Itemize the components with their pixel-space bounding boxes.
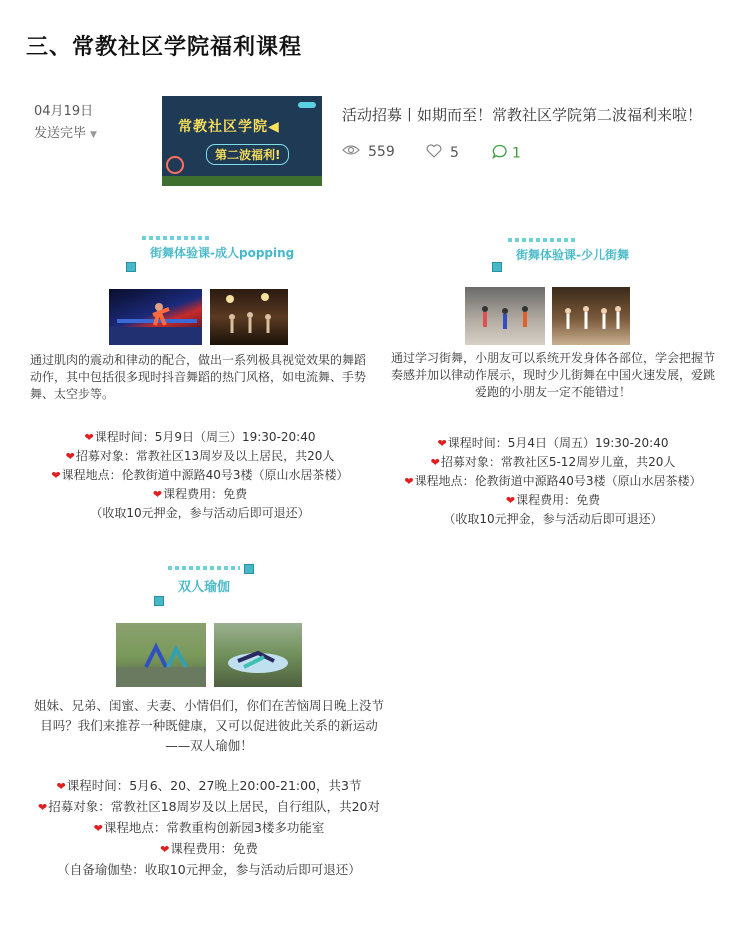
heart-icon: ❤ (65, 450, 75, 463)
course-time-text: 课程时间：5月6、20、27晚上20:00-21:00，共3节 (66, 778, 362, 793)
course-target-text: 招募对象：常教社区5-12周岁儿童，共20人 (440, 455, 676, 469)
heart-outline-icon (426, 144, 442, 162)
course-target-text: 招募对象：常教社区18周岁及以上居民，自行组队，共20对 (48, 799, 381, 814)
photo-popping-stage (109, 289, 202, 345)
course-description: 通过学习街舞，小朋友可以系统开发身体各部位，学会把握节奏感并加以律动作展示，现时少儿街舞在中国火速发展，爱跳爱跑的小朋友一定不能错过！ (390, 351, 715, 399)
heart-icon: ❤ (93, 822, 103, 835)
photo-kids-dance-2 (552, 287, 630, 345)
title-decoration-icon (126, 262, 136, 272)
course-target (28, 797, 390, 818)
course-details (30, 428, 370, 522)
course-location-text: 课程地点：伦教街道中源路40号3楼（原山水居茶楼） (414, 474, 702, 488)
course-target (388, 453, 718, 472)
course-note: （收取10元押金，参与活动后即可退还） (443, 512, 663, 526)
send-status-label: 发送完毕 (34, 126, 87, 141)
wave-decoration (508, 238, 578, 242)
course-time (28, 776, 390, 797)
send-status[interactable] (34, 122, 97, 141)
heart-icon: ❤ (84, 431, 94, 444)
course-details (388, 434, 718, 528)
course-time-text: 课程时间：5月9日（周三）19:30-20:40 (94, 430, 316, 444)
course-time-text: 课程时间：5月4日（周五）19:30-20:40 (447, 436, 669, 450)
article-thumbnail[interactable] (162, 96, 322, 186)
course-location (28, 818, 390, 839)
thumb-title: 常教社区学院◀ (178, 119, 280, 135)
wave-decoration (142, 236, 212, 240)
likes-stat (426, 144, 459, 162)
comments-count: 1 (512, 145, 521, 162)
article-date: 04月19日 (34, 104, 94, 119)
likes-count: 5 (450, 145, 459, 161)
course-fee-text: 课程费用：免费 (170, 841, 258, 856)
thumb-footer-bar (162, 176, 322, 186)
heart-icon: ❤ (404, 475, 414, 488)
title-decoration-icon (492, 262, 502, 272)
course-target (30, 447, 370, 466)
photo-kids-dance-1 (465, 287, 545, 345)
decoration-circle (166, 156, 184, 174)
course-location (388, 472, 718, 491)
views-count: 559 (368, 144, 395, 160)
heart-icon: ❤ (51, 469, 61, 482)
thumb-subtitle: 第二波福利! (206, 144, 289, 165)
course-description: 姐妹、兄弟、闺蜜、夫妻、小情侣们，你们在苦恼周日晚上没节目吗？我们来推荐一种既健康，又可以促进彼此关系的新运动——双人瑜伽！ (33, 698, 384, 753)
course-fee (28, 839, 390, 860)
heart-icon: ❤ (437, 437, 447, 450)
course-title: 街舞体验课-少儿街舞 (516, 248, 629, 262)
course-description: 通过肌肉的震动和律动的配合，做出一系列极具视觉效果的舞蹈动作，其中包括很多现时抖音舞蹈的热门风格，如电流舞、手势舞、太空步等。 (30, 353, 367, 401)
course-fee (30, 485, 370, 504)
course-details (28, 776, 390, 880)
course-location-text: 课程地点：伦教街道中源路40号3楼（原山水居茶楼） (61, 468, 349, 482)
course-location (30, 466, 370, 485)
heart-icon: ❤ (56, 780, 66, 793)
comment-icon (492, 144, 508, 163)
article-card[interactable] (30, 96, 740, 192)
comments-stat[interactable] (492, 144, 521, 163)
title-decoration-icon (244, 564, 254, 574)
course-time (30, 428, 370, 447)
course-target-text: 招募对象：常教社区13周岁及以上居民，共20人 (75, 449, 335, 463)
heart-icon: ❤ (152, 488, 163, 501)
decoration-shape (298, 102, 316, 108)
course-note: （收取10元押金，参与活动后即可退还） (90, 506, 310, 520)
course-fee (388, 491, 718, 510)
wave-decoration (168, 566, 240, 570)
heart-icon: ❤ (505, 494, 516, 507)
course-title: 街舞体验课-成人popping (150, 246, 295, 260)
course-location-text: 课程地点：常教重构创新园3楼多功能室 (103, 820, 325, 835)
photo-yoga-1 (116, 623, 206, 687)
course-note: （自备瑜伽垫：收取10元押金，参与活动后即可退还） (57, 862, 361, 877)
course-fee-text: 课程费用：免费 (163, 487, 248, 501)
heart-icon: ❤ (37, 801, 48, 814)
course-time (388, 434, 718, 453)
views-stat (342, 144, 395, 160)
title-decoration-icon (154, 596, 164, 606)
photo-yoga-2 (214, 623, 302, 687)
article-title[interactable]: 活动招募丨如期而至！常教社区学院第二波福利来啦！ (342, 106, 703, 124)
course-fee-text: 课程费用：免费 (516, 493, 601, 507)
heart-icon: ❤ (160, 843, 170, 856)
chevron-down-icon[interactable]: ▼ (90, 130, 97, 140)
page-title: 三、常教社区学院福利课程 (26, 35, 303, 60)
course-title: 双人瑜伽 (178, 580, 231, 595)
photo-popping-class (210, 289, 288, 345)
eye-icon (342, 144, 360, 160)
heart-icon: ❤ (430, 456, 440, 469)
